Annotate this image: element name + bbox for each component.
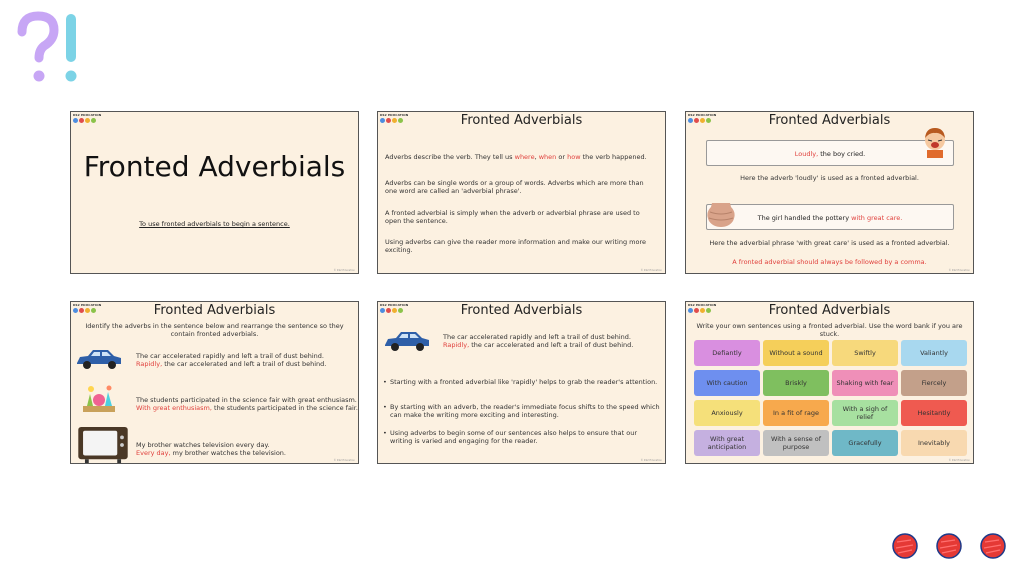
explanation-2: Here the adverbial phrase 'with great care' is used as a fronted adverbial. bbox=[709, 239, 950, 247]
pottery-icon bbox=[704, 199, 738, 229]
logo: KS2 EDUCATION bbox=[688, 304, 718, 315]
logo: KS2 EDUCATION bbox=[688, 114, 718, 125]
example-box-2: The girl handled the pottery with great care. bbox=[706, 204, 954, 230]
bullet-2: • By starting with an adverb, the reader's immediate focus shifts to the speed which can make the writing more exciting and interesting. bbox=[390, 403, 660, 419]
logo: KS2 EDUCATION bbox=[380, 114, 410, 125]
logo: KS2 EDUCATION bbox=[73, 304, 103, 315]
word-bank-item: Valiantly bbox=[901, 340, 967, 366]
bullet-1: • Starting with a fronted adverbial like 'rapidly' helps to grab the reader's attention. bbox=[390, 378, 660, 386]
car-icon bbox=[74, 347, 124, 371]
word-bank-item: With a sense of purpose bbox=[763, 430, 829, 456]
comma-rule: A fronted adverbial should always be followed by a comma. bbox=[732, 258, 927, 266]
slide-title: Fronted Adverbials bbox=[83, 150, 346, 183]
instructions: Identify the adverbs in the sentence below and rearrange the sentence so they contain fronted adverbials. bbox=[85, 322, 344, 338]
slide-2-thumbnail[interactable]: KS2 EDUCATION Fronted Adverbials Adverbs describe the verb. They tell us where, when or how the verb happened. Adverbs can be single words or a group of words. Adverbs which are more than one word are called an 'adverbial phrase'. A fronted adverbial is simply when the adverb or adverbial phrase are used to open the sentence. Using adverbs can give the reader more information and make our writing more exciting. © KS2 Education bbox=[377, 111, 666, 274]
instructions: Write your own sentences using a fronted adverbial. Use the word bank if you are stuck. bbox=[696, 322, 963, 338]
example-sentences: The car accelerated rapidly and left a trail of dust behind. Rapidly, the car accelerated and left a trail of dust behind. bbox=[443, 333, 634, 349]
word-bank-item: With great anticipation bbox=[694, 430, 760, 456]
example-2: The students participated in the science fair with great enthusiasm. With great enthusiasm, the students participated in the science fair. bbox=[136, 396, 358, 412]
paragraph-4: Using adverbs can give the reader more information and make our writing more exciting. bbox=[385, 238, 646, 254]
science-fair-icon bbox=[79, 384, 119, 418]
bullet-3: • Using adverbs to begin some of our sentences also helps to ensure that our writing is varied and engaging for the reader. bbox=[390, 429, 660, 445]
word-bank-item: Swiftly bbox=[832, 340, 898, 366]
explanation-1: Here the adverb 'loudly' is used as a fronted adverbial. bbox=[740, 174, 919, 182]
slide-title: Fronted Adverbials bbox=[768, 113, 891, 128]
paragraph-2: Adverbs can be single words or a group of words. Adverbs which are more than one word are called an 'adverbial phrase'. bbox=[385, 179, 644, 195]
paragraph-1: Adverbs describe the verb. They tell us where, when or how the verb happened. bbox=[385, 153, 647, 161]
word-bank-item: Without a sound bbox=[763, 340, 829, 366]
word-bank-item: Gracefully bbox=[832, 430, 898, 456]
logo: KS2 EDUCATION bbox=[380, 304, 410, 315]
word-bank-item: Shaking with fear bbox=[832, 370, 898, 396]
logo: KS2 EDUCATION bbox=[73, 114, 103, 125]
word-bank-item: Fiercely bbox=[901, 370, 967, 396]
word-bank-item: With caution bbox=[694, 370, 760, 396]
slide-title: Fronted Adverbials bbox=[153, 303, 276, 318]
decorative-dot-icon bbox=[979, 532, 1007, 560]
slide-6-thumbnail[interactable]: KS2 EDUCATION Fronted Adverbials Write your own sentences using a fronted adverbial. Use the word bank if you are stuck. Defiantly Without a sound Swiftly Valiantly With caution Briskly Shaking with fear Fiercely Anxiously In a fit of rage With a sigh of relief Hesitantly With great anticipation With a sense of purpose Gracefully Inevitably © KS2 Education bbox=[685, 301, 974, 464]
slide-title: Fronted Adverbials bbox=[768, 303, 891, 318]
word-bank-item: Briskly bbox=[763, 370, 829, 396]
word-bank-item: Defiantly bbox=[694, 340, 760, 366]
example-box-1: Loudly, the boy cried. bbox=[706, 140, 954, 166]
slide-title: Fronted Adverbials bbox=[460, 113, 583, 128]
word-bank-item: With a sigh of relief bbox=[832, 400, 898, 426]
slide-1-thumbnail[interactable]: KS2 EDUCATION Fronted Adverbials To use fronted adverbials to begin a sentence. © KS2 Education bbox=[70, 111, 359, 274]
example-3: My brother watches television every day. Every day, my brother watches the television. bbox=[136, 441, 286, 457]
television-icon bbox=[76, 426, 130, 464]
paragraph-3: A fronted adverbial is simply when the adverb or adverbial phrase are used to open the sentence. bbox=[385, 209, 640, 225]
question-exclamation-icon bbox=[12, 8, 92, 88]
slide-4-thumbnail[interactable]: KS2 EDUCATION Fronted Adverbials Identify the adverbs in the sentence below and rearrange the sentence so they contain fronted adverbials. The car accelerated rapidly and left a trail of dust behind. Rapidly, the car accelerated and left a trail of dust behind. The students participated in the science fair with great enthusiasm. With great enthusiasm, the students participated in the science fair. My brother watches television every day. Every day, my brother watches the television. © KS2 Education bbox=[70, 301, 359, 464]
decorative-dot-icon bbox=[935, 532, 963, 560]
crying-boy-icon bbox=[920, 124, 950, 158]
word-bank-item: In a fit of rage bbox=[763, 400, 829, 426]
slide-title: Fronted Adverbials bbox=[460, 303, 583, 318]
word-bank-item: Anxiously bbox=[694, 400, 760, 426]
decorative-dot-icon bbox=[891, 532, 919, 560]
slide-3-thumbnail[interactable]: KS2 EDUCATION Fronted Adverbials Loudly, the boy cried. Here the adverb 'loudly' is used as a fronted adverbial. The girl handled the pottery with great care. Here the adverbial phrase 'with great care' is used as a fronted adverbial. A fronted adverbial should always be followed by a comma. © KS2 Education bbox=[685, 111, 974, 274]
example-1: The car accelerated rapidly and left a trail of dust behind. Rapidly, the car accelerated and left a trail of dust behind. bbox=[136, 352, 327, 368]
word-bank-item: Inevitably bbox=[901, 430, 967, 456]
car-icon bbox=[382, 329, 432, 353]
word-bank-item: Hesitantly bbox=[901, 400, 967, 426]
learning-objective: To use fronted adverbials to begin a sentence. bbox=[139, 220, 290, 228]
slide-5-thumbnail[interactable]: KS2 EDUCATION Fronted Adverbials The car accelerated rapidly and left a trail of dust behind. Rapidly, the car accelerated and left a trail of dust behind. • Starting with a fronted adverbial like 'rapidly' helps to grab the reader's attention. • By starting with an adverb, the reader's immediate focus shifts to the speed which can make the writing more exciting and interesting. • Using adverbs to begin some of our sentences also helps to ensure that our writing is varied and engaging for the reader. © KS2 Education bbox=[377, 301, 666, 464]
